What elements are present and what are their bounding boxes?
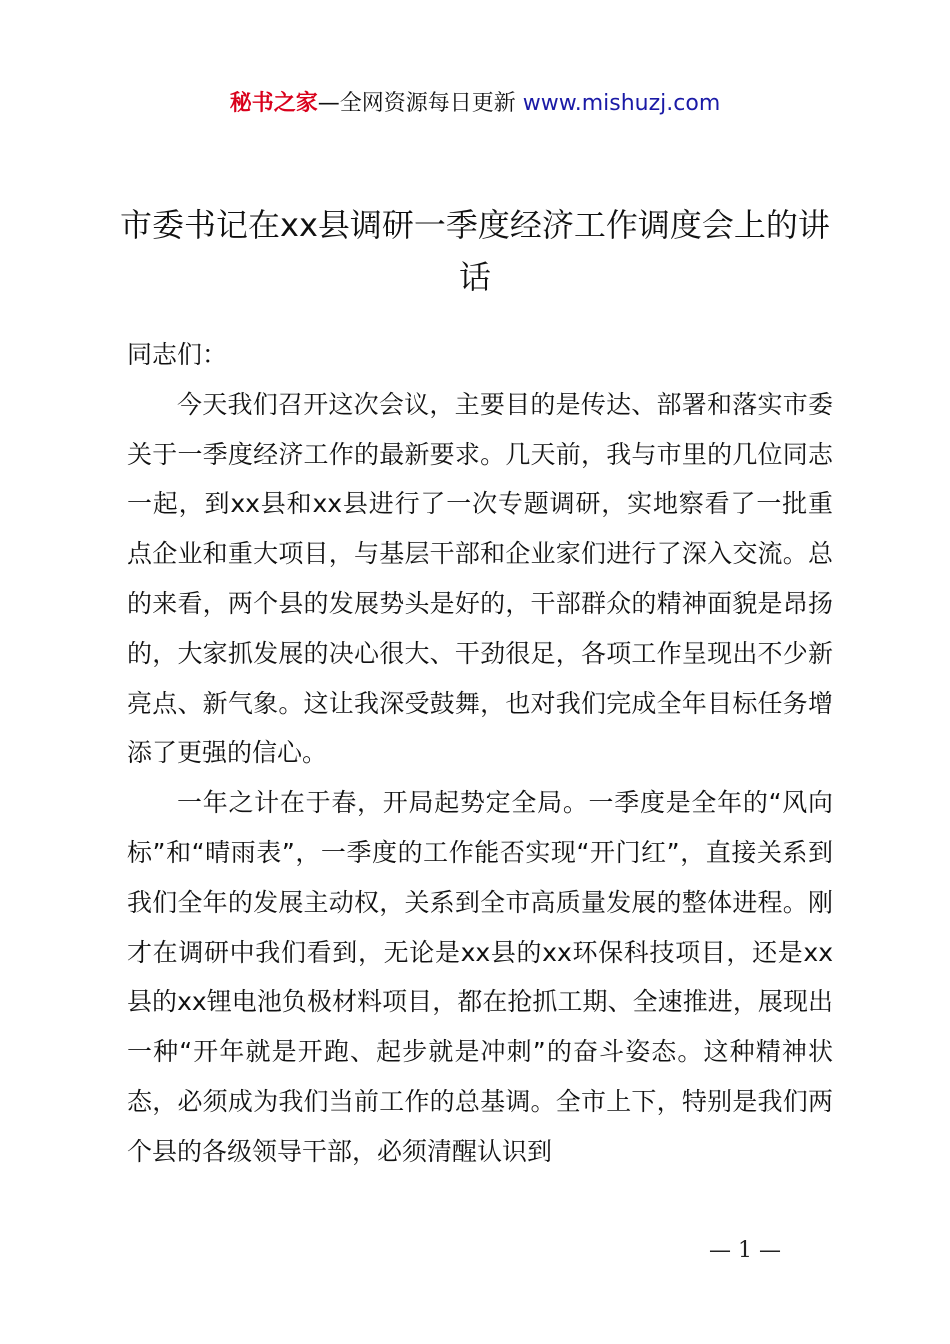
paragraph-1: 今天我们召开这次会议，主要目的是传达、部署和落实市委关于一季度经济工作的最新要求。几天前，我与市里的几位同志一起，到xx县和xx县进行了一次专题调研，实地察看了一批重点企业和重大项目，与基层干部和企业家们进行了深入交流。总的来看，两个县的发展势头是好的，干部群众的精神面貌是昂扬的，大家抓发展的决心很大、干劲很足，各项工作呈现出不少新亮点、新气象。这让我深受鼓舞，也对我们完成全年目标任务增添了更强的信心。 xyxy=(127,389,833,768)
salutation: 同志们： xyxy=(127,340,228,369)
paragraph-2: 一年之计在于春，开局起势定全局。一季度是全年的“风向标”和“晴雨表”，一季度的工作能否实现“开门红”，直接关系到我们全年的发展主动权，关系到全市高质量发展的整体进程。刚才在调研中我们看到，无论是xx县的xx环保科技项目，还是xx县的xx锂电池负极材料项目，都在抢抓工期、全速推进，展现出一种“开年就是开跑、起步就是冲刺”的奋斗姿态。这种精神状态，必须成为我们当前工作的总基调。全市上下，特别是我们两个县的各级领导干部，必须清醒认识到 xyxy=(127,788,833,1166)
document-body xyxy=(127,330,833,1177)
site-header xyxy=(0,88,950,120)
site-brand: 秘书之家 xyxy=(229,91,318,116)
page-number: — 1 — xyxy=(709,1238,781,1263)
document-title: 市委书记在xx县调研一季度经济工作调度会上的讲话 xyxy=(120,206,830,297)
site-tagline: —全网资源每日更新 xyxy=(317,91,523,116)
site-url-link[interactable]: www.mishuzj.com xyxy=(522,91,721,116)
